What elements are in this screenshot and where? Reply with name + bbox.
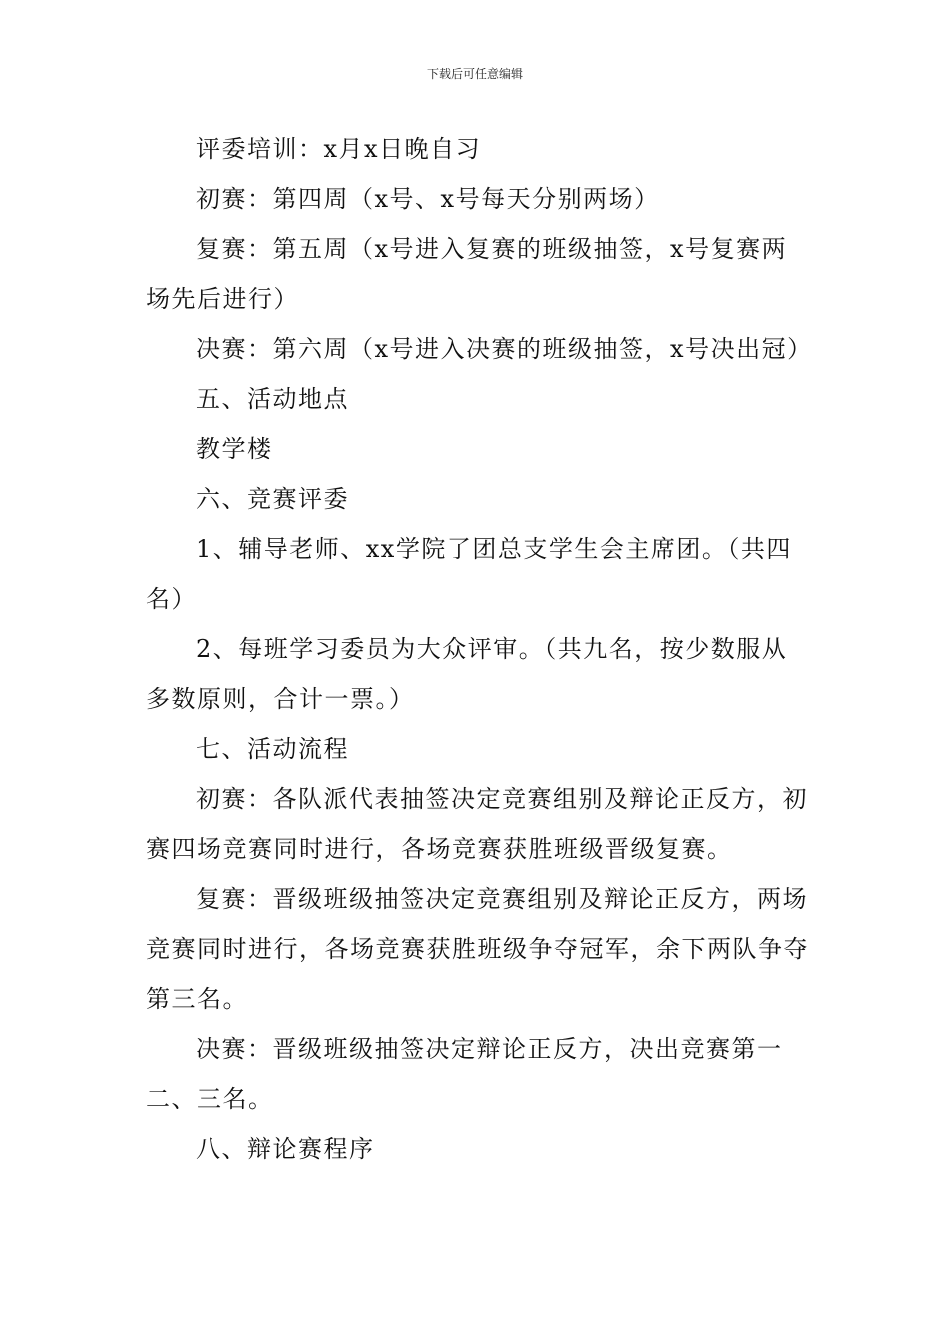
section-heading-venue: 五、活动地点	[196, 385, 349, 413]
section-heading-debate-procedure: 八、辩论赛程序	[196, 1135, 375, 1163]
document-body	[146, 124, 813, 1174]
paragraph-judge-training: 评委培训：x月x日晚自习	[196, 135, 482, 163]
paragraph-judges-1: 1、辅导老师、xx学院了团总支学生会主席团。（共四名）	[146, 535, 792, 613]
section-heading-judges: 六、竞赛评委	[196, 485, 349, 513]
paragraph-venue: 教学楼	[196, 435, 273, 463]
section-heading-process: 七、活动流程	[196, 735, 349, 763]
paragraph-judges-2: 2、每班学习委员为大众评审。（共九名，按少数服从多数原则，合计一票。）	[146, 635, 788, 713]
paragraph-process-semifinal: 复赛：晋级班级抽签决定竞赛组别及辩论正反方，两场竞赛同时进行，各场竞赛获胜班级争夺冠军，余下两队争夺第三名。	[146, 885, 809, 1013]
page-header-note: 下载后可任意编辑	[426, 67, 523, 81]
paragraph-final-schedule: 决赛：第六周（x号进入决赛的班级抽签，x号决出冠）	[196, 335, 813, 363]
paragraph-preliminary-schedule: 初赛：第四周（x号、x号每天分别两场）	[196, 185, 660, 213]
paragraph-process-final: 决赛：晋级班级抽签决定辩论正反方，决出竞赛第一二、三名。	[146, 1035, 783, 1113]
paragraph-process-preliminary: 初赛：各队派代表抽签决定竞赛组别及辩论正反方，初赛四场竞赛同时进行，各场竞赛获胜班级晋级复赛。	[146, 785, 808, 863]
paragraph-semifinal-schedule: 复赛：第五周（x号进入复赛的班级抽签，x号复赛两场先后进行）	[146, 235, 788, 313]
